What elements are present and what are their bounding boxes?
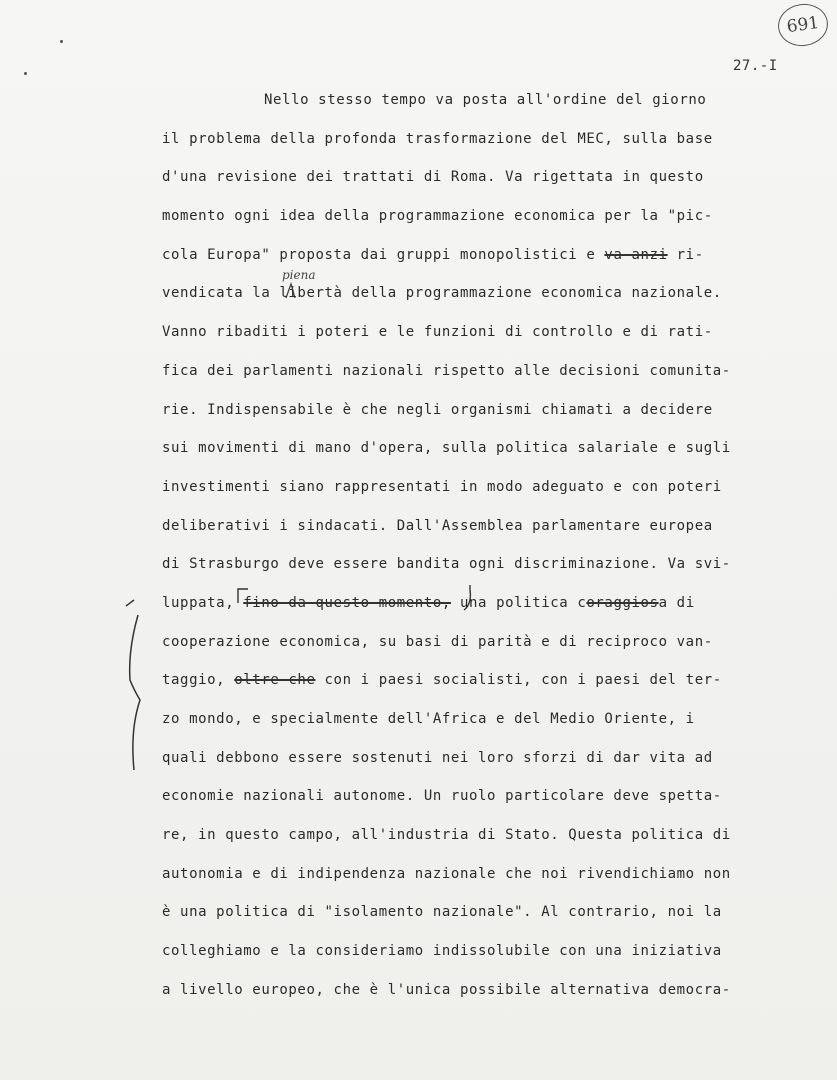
text-line: deliberativi i sindacati. Dall'Assemblea parlamentare europea <box>162 517 713 534</box>
text-line: economie nazionali autonome. Un ruolo particolare deve spetta- <box>162 788 722 805</box>
text-line: cooperazione economica, su basi di parità e di reciproco van- <box>162 633 713 650</box>
text-line: Vanno ribaditi i poteri e le funzioni di controllo e di rati- <box>162 324 713 341</box>
text-line-part: ri- <box>667 246 704 263</box>
text-line <box>162 243 802 282</box>
text-line: di Strasburgo deve essere bandita ogni discriminazione. Va svi- <box>162 556 731 573</box>
text-line: vendicata la libertà della programmazione economica nazionale. <box>162 285 722 302</box>
text-line: è una politica di "isolamento nazionale". Al contrario, noi la <box>162 904 722 921</box>
text-line: momento ogni idea della programmazione economica per la "pic- <box>162 208 713 225</box>
archive-stamp: 691 <box>775 1 830 50</box>
text-line-part: con i paesi socialisti, con i paesi del ter- <box>315 672 722 689</box>
text-line-part: una politica c <box>450 594 587 611</box>
text-line <box>162 591 802 630</box>
text-line: re, in questo campo, all'industria di Stato. Questa politica di <box>162 827 731 844</box>
struck-text: va anzi <box>604 246 668 263</box>
text-line: colleghiamo e la consideriamo indissolubile con una iniziativa <box>162 943 722 960</box>
text-line <box>162 668 802 707</box>
text-line: autonomia e di indipendenza nazionale che noi rivendichiamo non <box>162 865 731 882</box>
struck-text: oltre che <box>234 672 316 689</box>
struck-text: fino da questo momento, <box>243 594 451 611</box>
margin-tick <box>126 600 134 606</box>
struck-text: oraggios <box>586 594 659 611</box>
margin-brace <box>130 615 140 770</box>
text-line: sui movimenti di mano d'opera, sulla politica salariale e sugli <box>162 440 731 457</box>
text-line: rie. Indispensabile è che negli organismi chiamati a decidere <box>162 401 713 418</box>
text-line: d'una revisione dei trattati di Roma. Va rigettata in questo <box>162 169 704 186</box>
page-number: 27.-I <box>733 58 778 74</box>
text-line-part: cola Europa" proposta dai gruppi monopolistici e <box>162 246 605 263</box>
handwritten-insert: piena <box>282 268 316 282</box>
text-line: zo mondo, e specialmente dell'Africa e del Medio Oriente, i <box>162 711 695 727</box>
text-line: quali debbono essere sostenuti nei loro sforzi di dar vita ad <box>162 749 713 766</box>
text-line: fica dei parlamenti nazionali rispetto alle decisioni comunita- <box>162 362 731 379</box>
text-line-part: taggio, <box>162 672 235 689</box>
text-line: il problema della profonda trasformazione del MEC, sulla base <box>162 130 713 147</box>
text-line: a livello europeo, che è l'unica possibile alternativa democra- <box>162 981 731 998</box>
text-line-part: luppata, <box>162 594 244 611</box>
text-line-part: a di <box>658 594 695 611</box>
typed-body <box>162 88 802 1017</box>
text-line: Nello stesso tempo va posta all'ordine del giorno <box>264 92 707 108</box>
text-line: investimenti siano rappresentati in modo adeguato e con poteri <box>162 478 722 495</box>
